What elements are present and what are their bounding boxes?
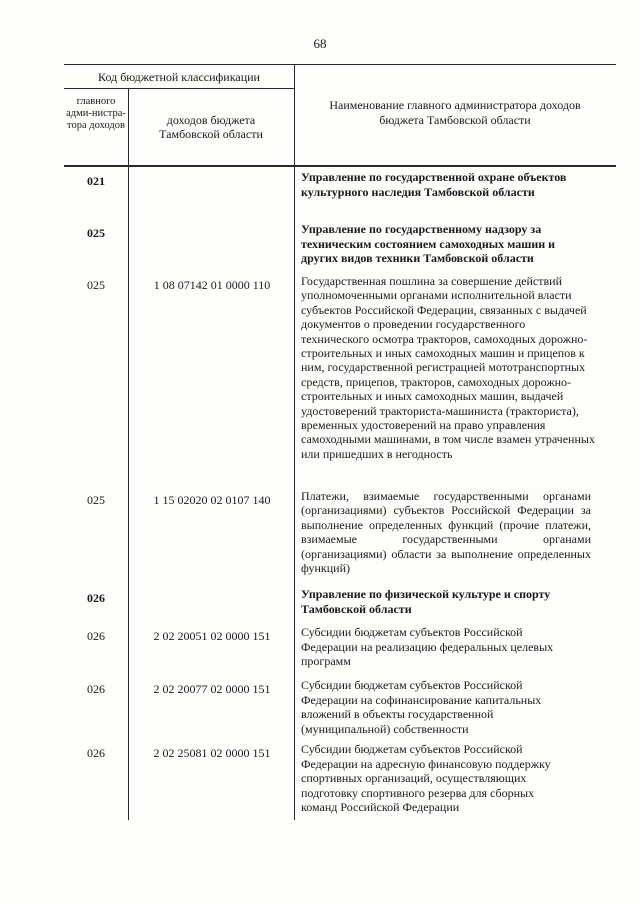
table-row-7-name: Субсидии бюджетам субъектов Российской Федерации на софинансирование капитальных вложений в объекты государственной (муниципальной) собственности <box>301 678 542 736</box>
table-row-6-code: 2 02 20051 02 0000 151 <box>153 629 271 643</box>
header-col-admin: главного адми-нистра-тора доходов <box>66 96 126 131</box>
table-row-5-admin: 026 <box>87 591 105 605</box>
table-row-3-name: Государственная пошлина за совершение действий уполномоченными органами исполнительной власти субъектов Российской Федерации, связанных с выдачей документов о проведении государственного технического осмотра тракторов, самоходных дорожно-строительных и иных самоходных машин и прицепов к ним, государственной регистрацией мототранспортных средств, прицепов, тракторов, самоходных дорожно-строительных и иных самоходных машин, выдачей удостоверений тракториста-машиниста (тракториста), временных удостоверений на право управления самоходными машинами, в том числе взамен утраченных или пришедших в негодность <box>301 274 595 461</box>
table-row-1-admin: 021 <box>87 174 105 188</box>
table-row-6-admin: 026 <box>87 629 105 643</box>
table-row-6-name: Субсидии бюджетам субъектов Российской Федерации на реализацию федеральных целевых программ <box>301 625 554 668</box>
column-divider-2 <box>294 64 295 820</box>
header-col-name: Наименование главного администратора доходов бюджета Тамбовской области <box>329 98 581 127</box>
table-row-4-code: 1 15 02020 02 0107 140 <box>153 493 271 507</box>
table-row-4-admin: 025 <box>87 493 105 507</box>
column-divider-1 <box>128 88 129 820</box>
table-row-1-name: Управление по государственной охране объектов культурного наследия Тамбовской области <box>301 170 567 199</box>
table-row-3-admin: 025 <box>87 278 105 292</box>
header-col-code: доходов бюджета Тамбовской области <box>159 113 263 141</box>
table-row-4-name: Платежи, взимаемые государственными органами (организациями) субъектов Российской Федерации за выполнение определенных функций (прочие платежи, взимаемые государственными органами (организациями) области за выполнение определенных функций) <box>301 489 591 576</box>
table-row-7-code: 2 02 20077 02 0000 151 <box>153 682 271 696</box>
group-header-divider <box>64 88 294 89</box>
table-row-7-admin: 026 <box>87 682 105 696</box>
table-row-8-name: Субсидии бюджетам субъектов Российской Федерации на адресную финансовую поддержку спортивных организаций, осуществляющих подготовку спортивного резерва для сборных команд Российской Федерации <box>301 742 551 814</box>
table-row-8-admin: 026 <box>87 746 105 760</box>
table-row-2-name: Управление по государственному надзору за техническим состоянием самоходных машин и других видов техники Тамбовской области <box>301 222 556 265</box>
table-row-2-admin: 025 <box>87 226 105 240</box>
table-row-5-name: Управление по физической культуре и спорту Тамбовской области <box>301 587 551 616</box>
table-row-8-code: 2 02 25081 02 0000 151 <box>153 746 271 760</box>
page-number: 68 <box>313 36 327 51</box>
table-row-3-code: 1 08 07142 01 0000 110 <box>153 278 271 292</box>
header-group-title: Код бюджетной классификации <box>98 70 260 84</box>
header-bottom-border <box>64 165 616 167</box>
table-top-border <box>64 64 616 65</box>
